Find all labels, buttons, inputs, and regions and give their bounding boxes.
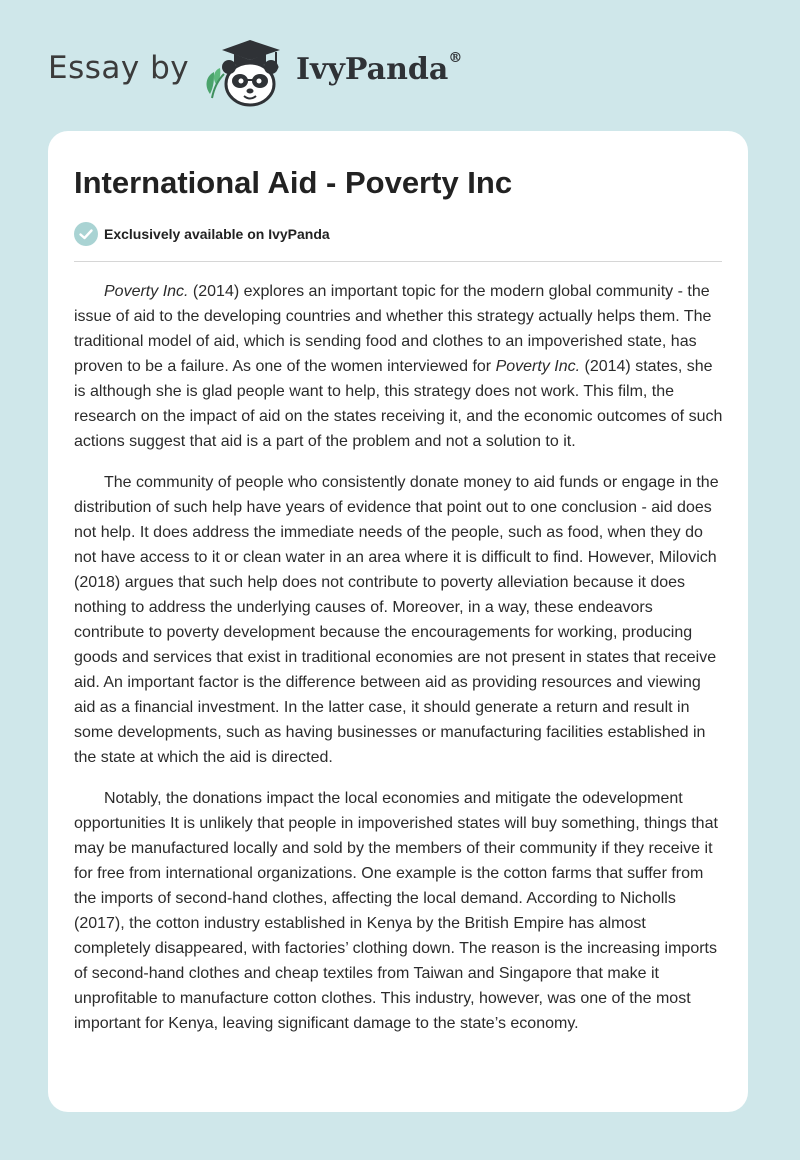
check-circle-icon: [74, 222, 98, 246]
paragraph-2: The community of people who consistently donate money to aid funds or engage in the distribution of such help have years of evidence that point out to one conclusion - aid does not help. It does address the immediate needs of the people, such as food, when they do not have access to it or clean water in an area where it is difficult to find. However, Milovich (2018) argues that such help does not contribute to poverty alleviation because it does nothing to address the underlying causes of. Moreover, in a way, these endeavors contribute to poverty development because the encouragements for working, producing goods and services that exist in traditional economies are not present in states that receive aid. An important factor is the difference between aid as providing resources and viewing aid as a financial investment. In the latter case, it should generate a return and result in some developments, such as having businesses or manufacturing facilities established in the state at which the aid is directed.: [74, 474, 719, 766]
paragraph-1-text-a: (2014) explores an important topic for the modern global community - the issue of aid to the developing countries and whether this strategy actually helps them. The traditional model of aid, which is sending food and clothes to an impoverished state, has proven to be a failure. As one of the women interviewed for: [74, 283, 712, 375]
paragraph-3: Notably, the donations impact the local economies and mitigate the odevelopment opportunities It is unlikely that people in impoverished states will buy something, things that may be manufactured locally and sold by the members of their community if they receive it for free from international organizations. One example is the cotton farms that suffer from the imports of second-hand clothes, affecting the local demand. According to Nicholls (2017), the cotton industry established in Kenya by the British Empire has almost completely disappeared, with factories’ clothing down. The reason is the increasing imports of second-hand clothes and cheap textiles from Taiwan and Singapore that make it unprofitable to manufacture cotton clothes. This industry, however, was one of the most important for Kenya, leaving significant damage to the state’s economy.: [74, 790, 718, 1032]
registered-mark: ®: [448, 50, 463, 66]
site-header: [0, 0, 800, 130]
brand-label[interactable]: IvyPanda: [296, 52, 449, 87]
brand-name[interactable]: [296, 52, 462, 87]
essay-by-label: Essay by: [48, 50, 190, 86]
paragraph-1-text-b: (2014) states, she is although she is glad people want to help, this strategy does not work. This film, the research on the impact of aid on the states receiving it, and the economic outcomes of such actions suggest that aid is a part of the problem and not a solution to it.: [74, 358, 723, 450]
essay-card: [48, 131, 748, 1112]
exclusive-badge-label: Exclusively available on IvyPanda: [104, 226, 330, 242]
paragraph-1: [74, 279, 724, 454]
film-title: Poverty Inc.: [495, 358, 581, 375]
film-title: Poverty Inc.: [104, 283, 189, 300]
essay-body: [74, 279, 724, 1052]
ivypanda-logo-icon[interactable]: [200, 36, 292, 108]
divider: [74, 261, 722, 262]
page-title: International Aid - Poverty Inc: [74, 165, 513, 200]
exclusive-badge: [74, 222, 330, 246]
